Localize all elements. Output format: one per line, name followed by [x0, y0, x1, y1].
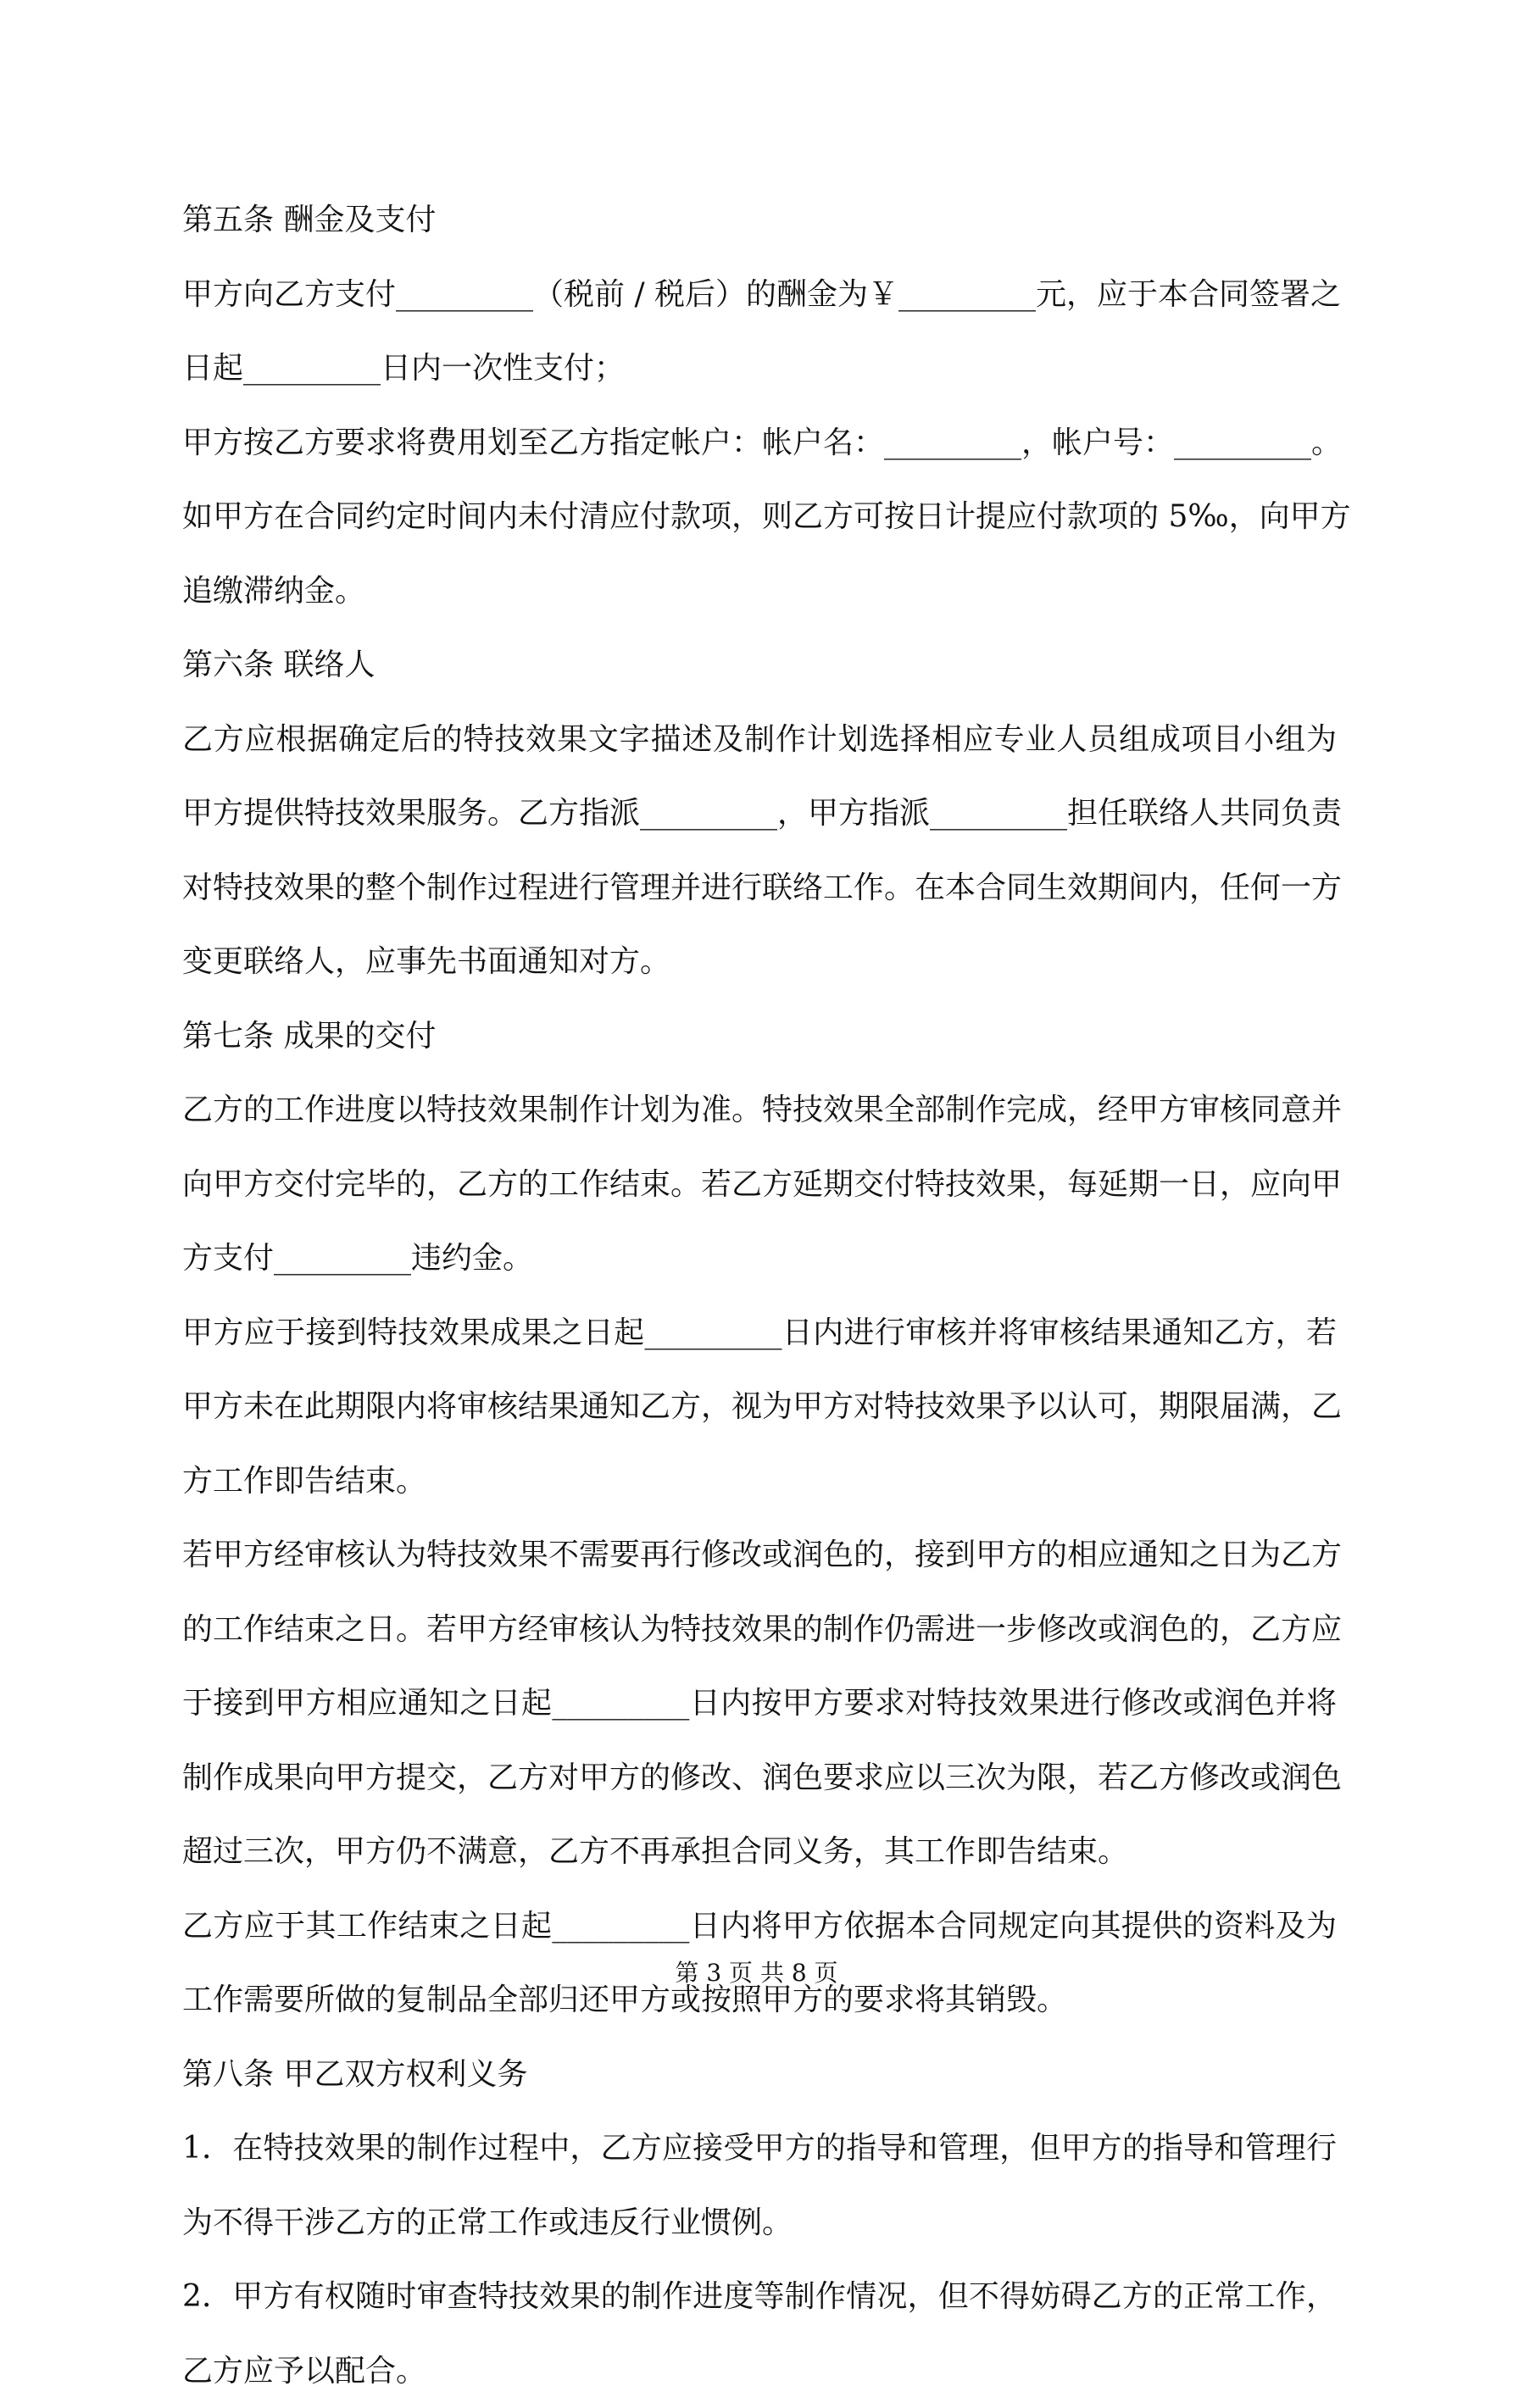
paragraph-line: 超过三次，甲方仍不满意，乙方不再承担合同义务，其工作即告结束。: [182, 1815, 1337, 1889]
paragraph-line: 为不得干涉乙方的正常工作或违反行业惯例。: [182, 2186, 1337, 2261]
paragraph-line: 方支付_________违约金。: [182, 1221, 1337, 1296]
paragraph-line: 乙方应于其工作结束之日起_________日内将甲方依据本合同规定向其提供的资料及为: [182, 1889, 1337, 1964]
paragraph-line: 向甲方交付完毕的，乙方的工作结束。若乙方延期交付特技效果，每延期一日，应向甲: [182, 1148, 1337, 1222]
paragraph-line: 日起_________日内一次性支付；: [182, 331, 1337, 406]
paragraph-line: 于接到甲方相应通知之日起_________日内按甲方要求对特技效果进行修改或润色并将: [182, 1666, 1337, 1741]
paragraph-line: 变更联络人，应事先书面通知对方。: [182, 925, 1337, 999]
paragraph-line: 甲方按乙方要求将费用划至乙方指定帐户：帐户名：_________，帐户号：_________。: [182, 406, 1337, 481]
paragraph-line: 1．在特技效果的制作过程中，乙方应接受甲方的指导和管理，但甲方的指导和管理行: [182, 2111, 1337, 2186]
paragraph-line: 制作成果向甲方提交，乙方对甲方的修改、润色要求应以三次为限，若乙方修改或润色: [182, 1741, 1337, 1816]
paragraph-line: 乙方的工作进度以特技效果制作计划为准。特技效果全部制作完成，经甲方审核同意并: [182, 1073, 1337, 1148]
paragraph-line: 甲方向乙方支付_________（税前 / 税后）的酬金为￥_________元，应于本合同签署之: [182, 258, 1337, 332]
document-body: [182, 183, 1337, 2408]
paragraph-line: 的工作结束之日。若甲方经审核认为特技效果的制作仍需进一步修改或润色的，乙方应: [182, 1593, 1337, 1667]
section-heading-6: 第六条 联络人: [182, 628, 1337, 703]
section-heading-5: 第五条 酬金及支付: [182, 183, 1337, 258]
paragraph-line: 乙方应予以配合。: [182, 2334, 1337, 2408]
paragraph-line: 2．甲方有权随时审查特技效果的制作进度等制作情况，但不得妨碍乙方的正常工作，: [182, 2260, 1337, 2334]
paragraph-line: 追缴滞纳金。: [182, 554, 1337, 629]
paragraph-line: 乙方应根据确定后的特技效果文字描述及制作计划选择相应专业人员组成项目小组为: [182, 703, 1337, 777]
page-number-footer: 第 3 页 共 8 页: [0, 1956, 1513, 1990]
paragraph-line: 甲方提供特技效果服务。乙方指派_________，甲方指派_________担任联络人共同负责: [182, 776, 1337, 851]
paragraph-line: 甲方应于接到特技效果成果之日起_________日内进行审核并将审核结果通知乙方，若: [182, 1296, 1337, 1371]
paragraph-line: 如甲方在合同约定时间内未付清应付款项，则乙方可按日计提应付款项的 5‰，向甲方: [182, 480, 1337, 554]
paragraph-line: 甲方未在此期限内将审核结果通知乙方，视为甲方对特技效果予以认可，期限届满，乙: [182, 1370, 1337, 1444]
paragraph-line: 对特技效果的整个制作过程进行管理并进行联络工作。在本合同生效期间内，任何一方: [182, 851, 1337, 926]
paragraph-line: 工作需要所做的复制品全部归还甲方或按照甲方的要求将其销毁。: [182, 1963, 1337, 2038]
paragraph-line: 若甲方经审核认为特技效果不需要再行修改或润色的，接到甲方的相应通知之日为乙方: [182, 1518, 1337, 1593]
section-heading-8: 第八条 甲乙双方权利义务: [182, 2038, 1337, 2112]
section-heading-7: 第七条 成果的交付: [182, 999, 1337, 1074]
paragraph-line: 方工作即告结束。: [182, 1444, 1337, 1519]
